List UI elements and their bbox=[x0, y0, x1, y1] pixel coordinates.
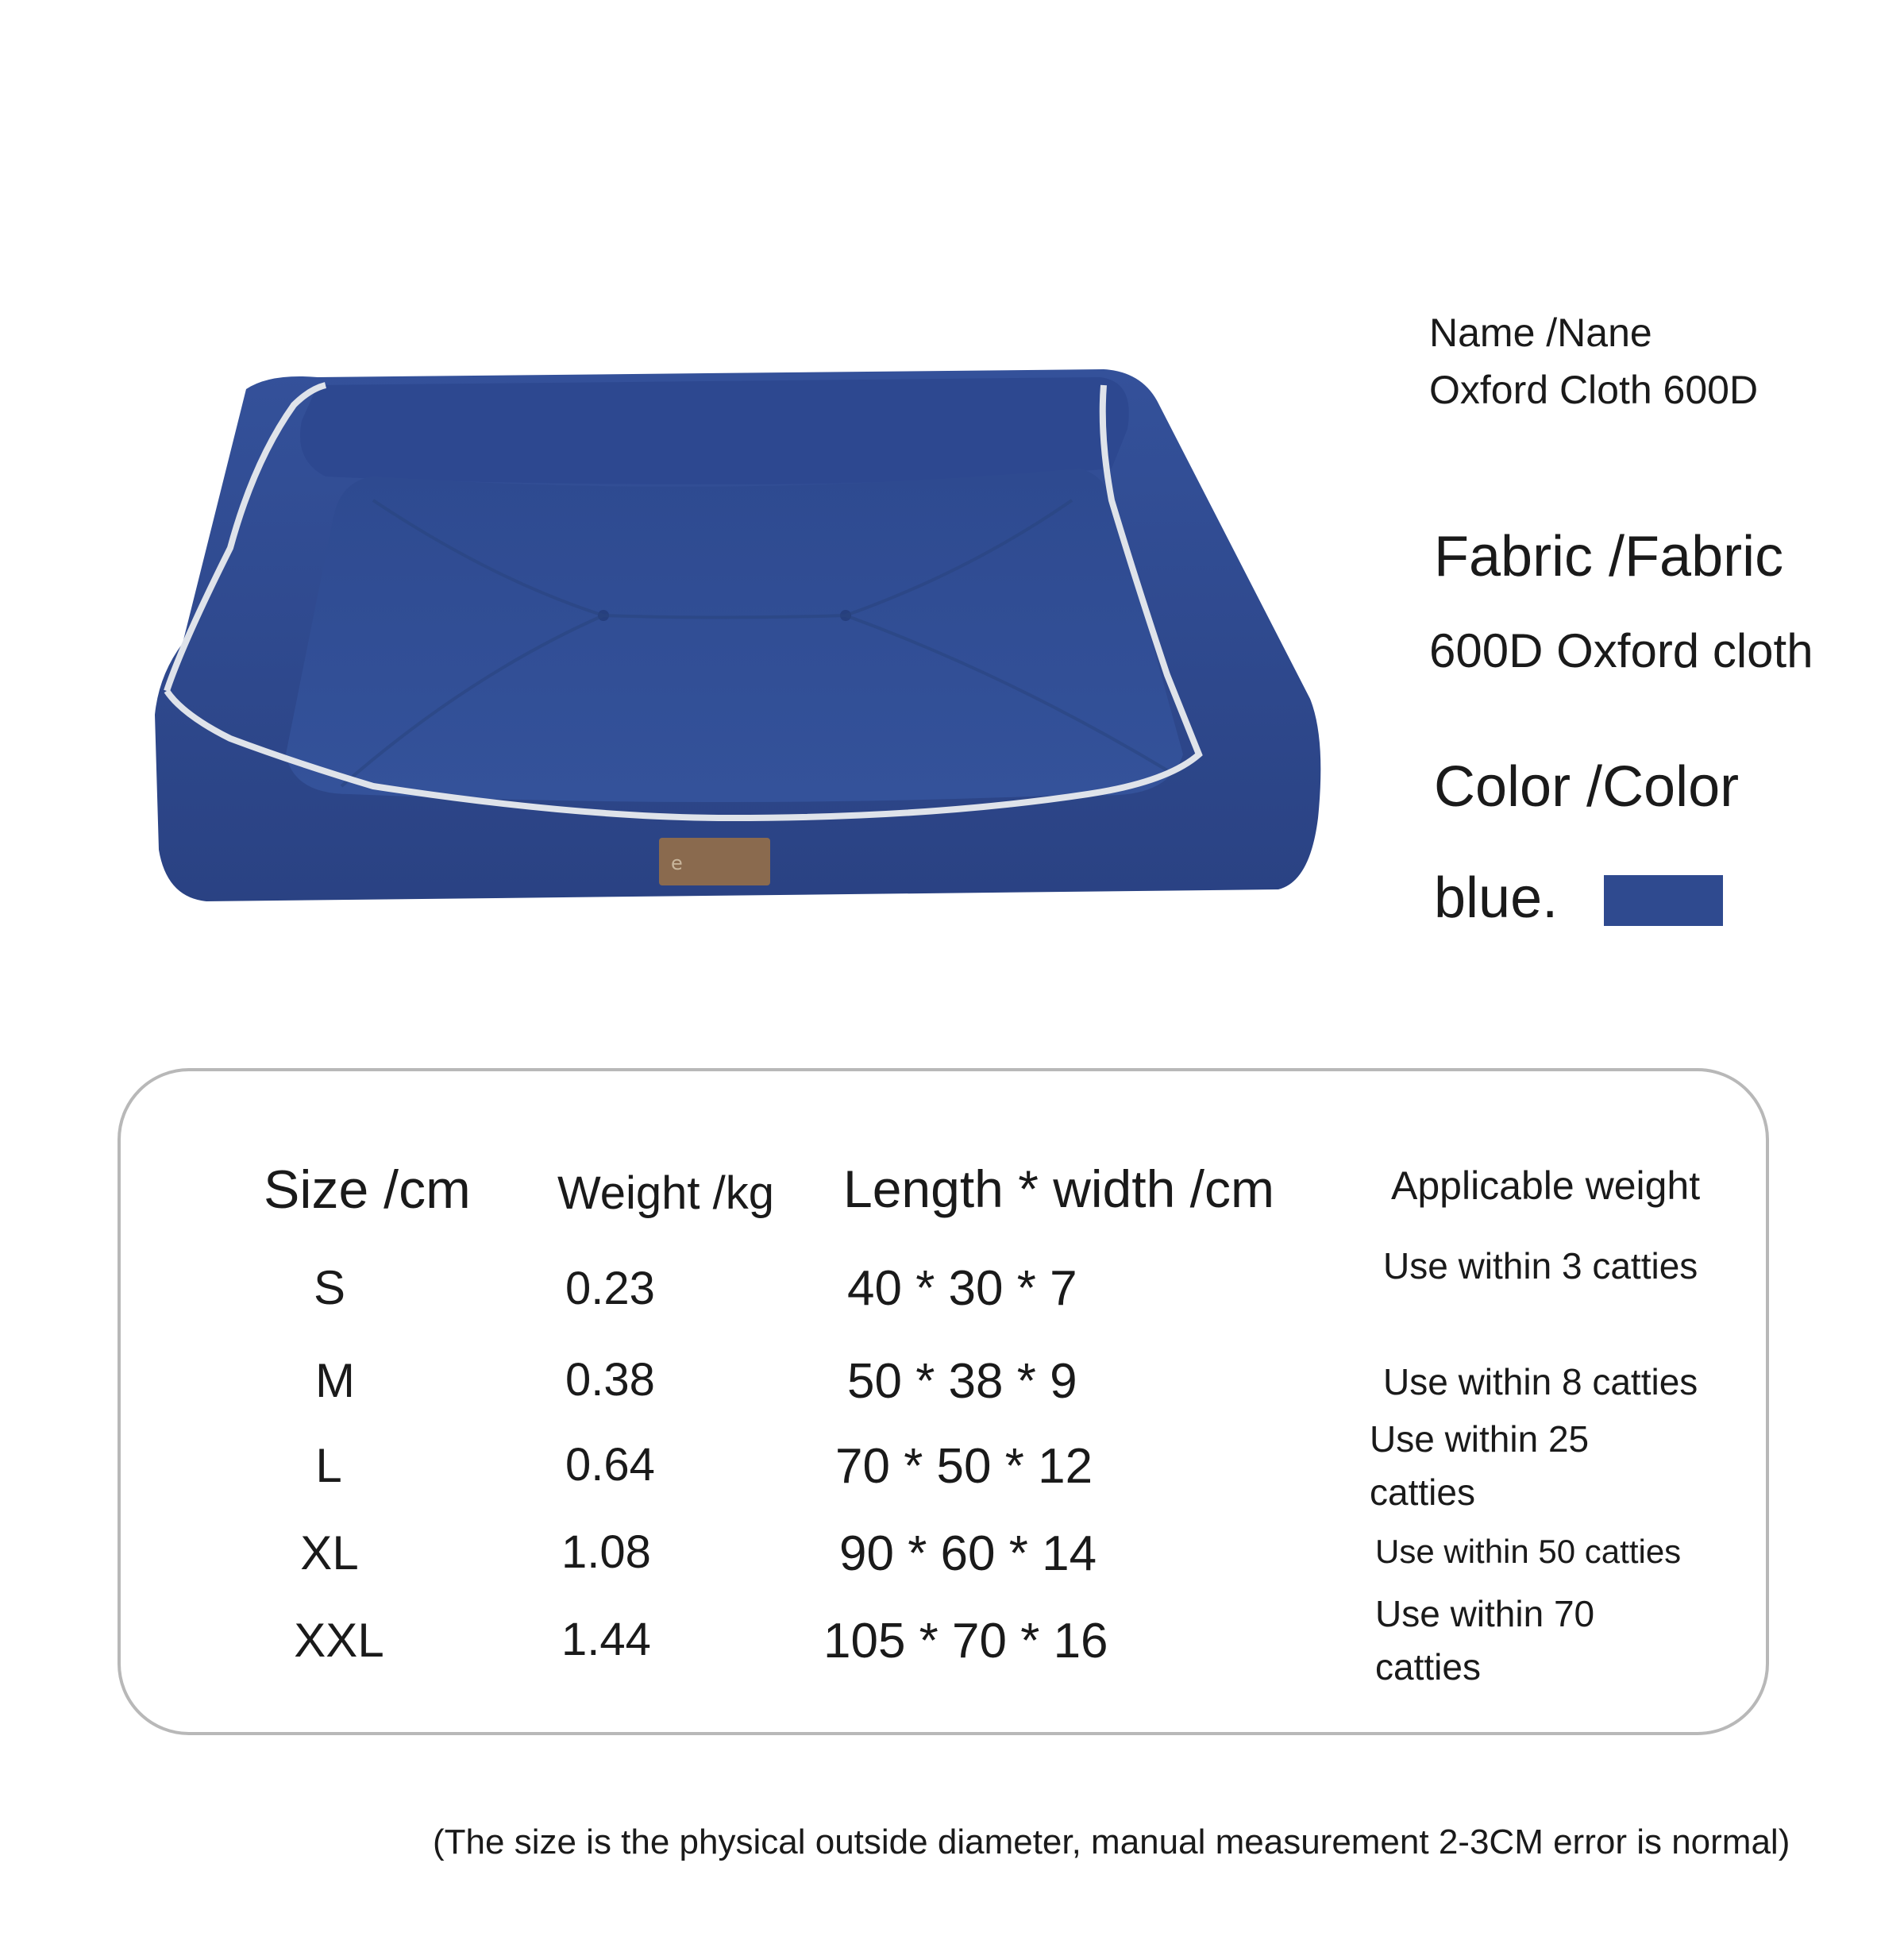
name-label: Name /Nane bbox=[1429, 311, 1652, 355]
row-l-size: L bbox=[315, 1439, 342, 1492]
row-s-applicable: Use within 3 catties bbox=[1383, 1245, 1698, 1286]
row-l-applicable: Use within 25 catties bbox=[1370, 1418, 1590, 1513]
row-l-weight: 0.64 bbox=[565, 1439, 655, 1491]
size-table bbox=[118, 1068, 1769, 1735]
row-s-weight: 0.23 bbox=[565, 1263, 655, 1314]
row-s-size: S bbox=[313, 1261, 346, 1314]
pet-bed-image bbox=[135, 341, 1326, 913]
header-size: Size /cm bbox=[264, 1159, 471, 1220]
header-weight: Weight /kg bbox=[557, 1167, 774, 1219]
row-s-dimensions: 40 * 30 * 7 bbox=[847, 1261, 1077, 1316]
row-xxl-size: XXL bbox=[294, 1614, 384, 1667]
svg-text:e: e bbox=[671, 852, 683, 874]
row-xxl-weight: 1.44 bbox=[561, 1614, 651, 1665]
row-xl-weight: 1.08 bbox=[561, 1526, 651, 1578]
row-m-dimensions: 50 * 38 * 9 bbox=[847, 1354, 1077, 1409]
row-xl-size: XL bbox=[300, 1526, 359, 1580]
name-value: Oxford Cloth 600D bbox=[1429, 368, 1759, 412]
row-xl-applicable: Use within 50 catties bbox=[1375, 1533, 1682, 1570]
color-label: Color /Color bbox=[1434, 755, 1740, 819]
row-m-applicable: Use within 8 catties bbox=[1383, 1361, 1698, 1402]
row-m-weight: 0.38 bbox=[565, 1354, 655, 1406]
size-footnote: (The size is the physical outside diameter, manual measurement 2-3CM error is normal) bbox=[433, 1823, 1790, 1861]
fabric-label: Fabric /Fabric bbox=[1434, 525, 1784, 588]
row-xxl-dimensions: 105 * 70 * 16 bbox=[823, 1614, 1108, 1668]
row-m-size: M bbox=[315, 1354, 355, 1407]
row-xl-dimensions: 90 * 60 * 14 bbox=[839, 1526, 1097, 1581]
header-applicable-weight: Applicable weight bbox=[1391, 1163, 1701, 1208]
row-xxl-applicable: Use within 70 catties bbox=[1375, 1593, 1595, 1688]
color-value: blue. bbox=[1434, 866, 1559, 930]
fabric-value: 600D Oxford cloth bbox=[1429, 624, 1813, 677]
color-swatch bbox=[1604, 875, 1723, 926]
row-l-dimensions: 70 * 50 * 12 bbox=[835, 1439, 1093, 1494]
header-dimensions: Length * width /cm bbox=[843, 1159, 1274, 1218]
